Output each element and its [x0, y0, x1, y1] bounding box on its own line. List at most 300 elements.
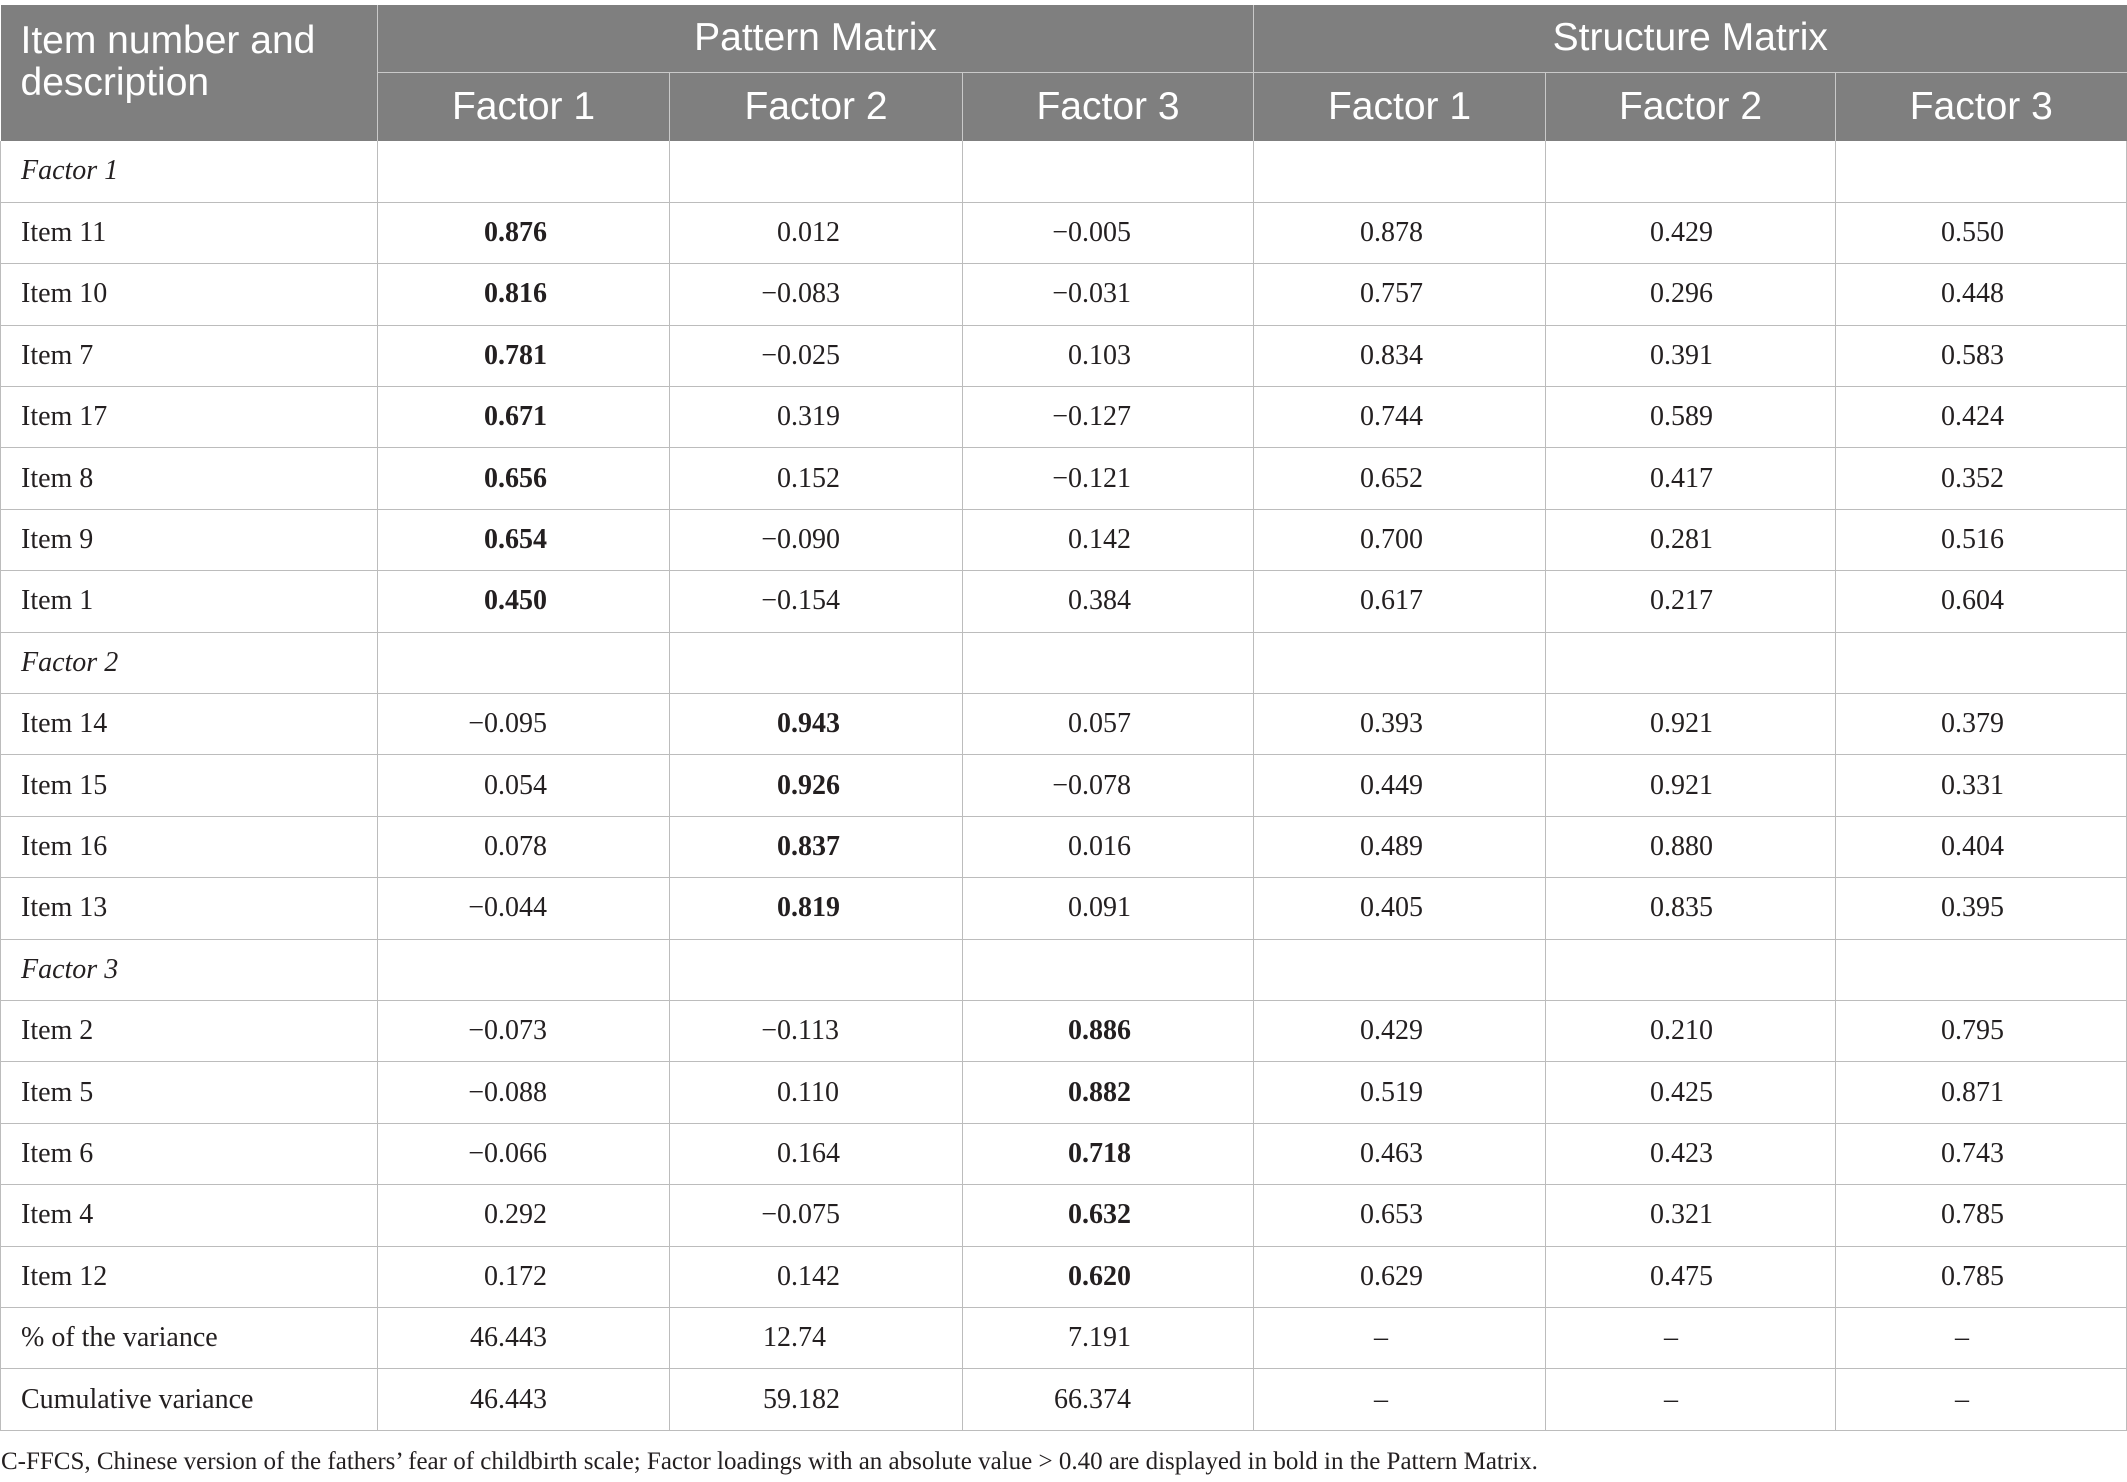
value-integer-part: 0	[1360, 1015, 1374, 1047]
value-integer-part: 0	[1650, 1260, 1664, 1292]
table-row	[1, 1185, 2127, 1246]
item-label: Item 5	[1, 1062, 378, 1123]
value-integer-part: 0	[1360, 339, 1374, 371]
value-integer-part: 0	[484, 462, 498, 494]
value-fraction-part: .405	[1374, 892, 1423, 924]
value-fraction-part: –	[1955, 1383, 1970, 1415]
item-label: Item 17	[1, 387, 378, 448]
pattern-factor-1-value	[378, 325, 670, 386]
value-integer-part: 0	[1360, 1260, 1374, 1292]
value-integer-part: 0	[1650, 524, 1664, 556]
pattern-factor-3-value	[963, 509, 1254, 570]
value-integer-part: 0	[1941, 1260, 1956, 1292]
value-fraction-part: .516	[1955, 524, 2005, 556]
structure-factor-1-value	[1254, 1307, 1546, 1368]
value-fraction-part: .795	[1955, 1015, 2005, 1047]
value-integer-part: 0	[1650, 278, 1664, 310]
value-fraction-part: .319	[791, 401, 840, 433]
value-fraction-part: .475	[1664, 1260, 1713, 1292]
value-integer-part: −0	[761, 585, 791, 617]
empty-cell	[670, 141, 963, 202]
value-fraction-part: .550	[1955, 217, 2005, 249]
header-row-groups	[1, 5, 2127, 72]
value-fraction-part: .391	[1664, 339, 1713, 371]
item-label: Item 8	[1, 448, 378, 509]
value-integer-part: 0	[1360, 769, 1374, 801]
summary-row	[1, 1307, 2127, 1368]
value-integer-part: 0	[777, 217, 791, 249]
pattern-factor-2-value	[670, 387, 963, 448]
pattern-factor-3-value	[963, 387, 1254, 448]
pattern-factor-1-value	[378, 202, 670, 263]
value-integer-part: 0	[777, 401, 791, 433]
value-integer-part: −0	[1052, 401, 1082, 433]
empty-cell	[1546, 632, 1836, 693]
structure-factor-3-value	[1836, 1307, 2127, 1368]
structure-factor-3-value	[1836, 1246, 2127, 1307]
empty-cell	[1546, 141, 1836, 202]
pattern-factor-2-value	[670, 1307, 963, 1368]
structure-factor-3-value	[1836, 202, 2127, 263]
value-fraction-part: .425	[1664, 1076, 1713, 1108]
table-footnote: C-FFCS, Chinese version of the fathers’ fear of childbirth scale; Factor loadings with an absolute value > 0.40 are displayed in bold in the Pattern Matrix.	[1, 1448, 1538, 1475]
value-fraction-part: .044	[498, 892, 547, 924]
pattern-factor-2-value	[670, 755, 963, 816]
empty-cell	[378, 939, 670, 1000]
value-fraction-part: .785	[1955, 1260, 2005, 1292]
pattern-factor-1-value	[378, 694, 670, 755]
value-fraction-part: .331	[1955, 769, 2005, 801]
value-integer-part: 0	[1650, 462, 1664, 494]
item-label: Item 11	[1, 202, 378, 263]
structure-factor-2-value	[1546, 448, 1836, 509]
value-integer-part: 0	[484, 524, 498, 556]
value-integer-part: −0	[468, 708, 498, 740]
value-fraction-part: .448	[1955, 278, 2005, 310]
pattern-factor-1-value	[378, 571, 670, 632]
pattern-factor-3-value	[963, 448, 1254, 509]
table-row	[1, 571, 2127, 632]
empty-cell	[1836, 632, 2127, 693]
value-fraction-part: .395	[1955, 892, 2005, 924]
value-integer-part: 0	[1068, 892, 1082, 924]
value-integer-part: 0	[1941, 1076, 1956, 1108]
value-fraction-part: .653	[1374, 1199, 1423, 1231]
structure-factor-3-value	[1836, 571, 2127, 632]
item-label: Item 16	[1, 816, 378, 877]
value-fraction-part: .449	[1374, 769, 1423, 801]
pattern-factor-2-header: Factor 2	[670, 72, 963, 141]
value-integer-part: 0	[1360, 892, 1374, 924]
value-fraction-part: .075	[791, 1199, 840, 1231]
pattern-factor-1-value	[378, 1123, 670, 1184]
pattern-factor-1-value	[378, 1369, 670, 1430]
value-fraction-part: .113	[791, 1015, 839, 1047]
value-fraction-part: .656	[498, 462, 547, 494]
pattern-factor-2-value	[670, 1185, 963, 1246]
value-fraction-part: .632	[1082, 1199, 1131, 1231]
pattern-factor-2-value	[670, 878, 963, 939]
value-integer-part: 0	[1360, 217, 1374, 249]
value-fraction-part: .926	[791, 769, 840, 801]
value-integer-part: 0	[1360, 1076, 1374, 1108]
pattern-factor-2-value	[670, 325, 963, 386]
structure-factor-3-value	[1836, 1062, 2127, 1123]
value-fraction-part: .152	[791, 462, 840, 494]
structure-factor-3-value	[1836, 878, 2127, 939]
structure-factor-3-value	[1836, 325, 2127, 386]
value-fraction-part: .617	[1374, 585, 1423, 617]
value-integer-part: 0	[484, 278, 498, 310]
pattern-factor-2-value	[670, 1062, 963, 1123]
pattern-factor-3-value	[963, 694, 1254, 755]
value-fraction-part: .182	[791, 1383, 840, 1415]
value-integer-part: 0	[1650, 585, 1664, 617]
structure-factor-2-value	[1546, 1062, 1836, 1123]
value-fraction-part: .066	[498, 1137, 547, 1169]
pattern-factor-1-value	[378, 509, 670, 570]
pattern-factor-2-value	[670, 264, 963, 325]
structure-factor-3-value	[1836, 509, 2127, 570]
pattern-factor-1-value	[378, 755, 670, 816]
item-label: Item 15	[1, 755, 378, 816]
value-fraction-part: .352	[1955, 462, 2005, 494]
pattern-factor-1-value	[378, 264, 670, 325]
item-label: Item 10	[1, 264, 378, 325]
pattern-factor-2-value	[670, 816, 963, 877]
value-fraction-part: .757	[1374, 278, 1423, 310]
table-row	[1, 1123, 2127, 1184]
value-fraction-part: .489	[1374, 830, 1423, 862]
table-row	[1, 878, 2127, 939]
value-integer-part: 0	[1360, 524, 1374, 556]
value-fraction-part: .078	[1082, 769, 1131, 801]
item-label: Item 2	[1, 1000, 378, 1061]
value-integer-part: 12	[763, 1322, 791, 1354]
value-fraction-part: .172	[498, 1260, 547, 1292]
structure-factor-1-value	[1254, 694, 1546, 755]
value-integer-part: 0	[1941, 1199, 1956, 1231]
value-fraction-part: .374	[1082, 1383, 1131, 1415]
value-integer-part: 0	[1068, 830, 1082, 862]
value-integer-part: 0	[484, 1199, 498, 1231]
value-integer-part: 0	[1941, 708, 1956, 740]
table-header	[1, 5, 2127, 141]
value-integer-part: 0	[1941, 217, 1956, 249]
pattern-factor-3-value	[963, 202, 1254, 263]
value-fraction-part: .519	[1374, 1076, 1423, 1108]
value-fraction-part: –	[1664, 1322, 1678, 1354]
pattern-factor-1-value	[378, 1185, 670, 1246]
value-integer-part: 0	[777, 1076, 791, 1108]
value-integer-part: 0	[1941, 462, 1956, 494]
empty-cell	[1836, 939, 2127, 1000]
value-fraction-part: .217	[1664, 585, 1713, 617]
structure-factor-2-value	[1546, 755, 1836, 816]
value-integer-part: 0	[1068, 1260, 1082, 1292]
table-row	[1, 1246, 2127, 1307]
value-fraction-part: .127	[1082, 401, 1131, 433]
pattern-factor-3-value	[963, 571, 1254, 632]
value-integer-part: 0	[1941, 769, 1956, 801]
value-fraction-part: .74	[791, 1322, 826, 1354]
value-integer-part: 0	[1068, 1199, 1082, 1231]
value-fraction-part: .292	[498, 1199, 547, 1231]
value-fraction-part: .743	[1955, 1137, 2005, 1169]
value-integer-part: 0	[777, 892, 791, 924]
structure-factor-2-value	[1546, 878, 1836, 939]
structure-factor-1-value	[1254, 202, 1546, 263]
value-fraction-part: .837	[791, 830, 840, 862]
value-fraction-part: .191	[1082, 1322, 1131, 1354]
value-integer-part: 0	[1941, 278, 1956, 310]
structure-factor-3-value	[1836, 448, 2127, 509]
structure-factor-1-value	[1254, 878, 1546, 939]
table-row	[1, 202, 2127, 263]
value-integer-part: −0	[1052, 217, 1082, 249]
value-integer-part: 0	[1360, 1137, 1374, 1169]
value-fraction-part: .921	[1664, 769, 1713, 801]
value-integer-part: 0	[1068, 585, 1082, 617]
empty-cell	[963, 141, 1254, 202]
item-label: Item 13	[1, 878, 378, 939]
value-integer-part: 0	[1650, 401, 1664, 433]
value-integer-part: 59	[763, 1383, 791, 1415]
value-fraction-part: .876	[498, 217, 547, 249]
value-integer-part: 0	[1068, 1076, 1082, 1108]
structure-factor-3-header: Factor 3	[1836, 72, 2127, 141]
value-integer-part: 0	[777, 1137, 791, 1169]
value-fraction-part: .142	[1082, 524, 1131, 556]
section-row	[1, 939, 2127, 1000]
section-label: Factor 2	[1, 632, 378, 693]
value-fraction-part: –	[1664, 1383, 1678, 1415]
value-integer-part: 0	[777, 830, 791, 862]
structure-factor-2-value	[1546, 1185, 1836, 1246]
table-row	[1, 509, 2127, 570]
table-row	[1, 755, 2127, 816]
value-fraction-part: .012	[791, 217, 840, 249]
structure-factor-1-header: Factor 1	[1254, 72, 1546, 141]
structure-factor-1-value	[1254, 1123, 1546, 1184]
structure-factor-2-value	[1546, 264, 1836, 325]
value-integer-part: 0	[1941, 1015, 1956, 1047]
value-fraction-part: –	[1374, 1383, 1388, 1415]
value-integer-part: 0	[484, 401, 498, 433]
structure-factor-2-value	[1546, 571, 1836, 632]
value-integer-part: 0	[484, 217, 498, 249]
structure-factor-3-value	[1836, 816, 2127, 877]
structure-factor-1-value	[1254, 1246, 1546, 1307]
empty-cell	[1254, 632, 1546, 693]
value-fraction-part: .443	[498, 1322, 547, 1354]
value-integer-part: 0	[1650, 1137, 1664, 1169]
pattern-factor-3-value	[963, 878, 1254, 939]
structure-factor-2-value	[1546, 816, 1836, 877]
value-integer-part: 0	[1650, 769, 1664, 801]
value-fraction-part: .700	[1374, 524, 1423, 556]
item-label: Item 4	[1, 1185, 378, 1246]
structure-factor-1-value	[1254, 448, 1546, 509]
value-integer-part: −0	[1052, 462, 1082, 494]
item-label: Item 12	[1, 1246, 378, 1307]
value-fraction-part: .281	[1664, 524, 1713, 556]
structure-factor-1-value	[1254, 387, 1546, 448]
value-integer-part: −0	[761, 1199, 791, 1231]
value-integer-part: 0	[1941, 585, 1956, 617]
pattern-factor-2-value	[670, 509, 963, 570]
structure-factor-2-value	[1546, 325, 1836, 386]
value-fraction-part: .210	[1664, 1015, 1713, 1047]
value-integer-part: 0	[1650, 708, 1664, 740]
structure-factor-1-value	[1254, 571, 1546, 632]
pattern-factor-3-value	[963, 1123, 1254, 1184]
pattern-factor-1-value	[378, 1000, 670, 1061]
value-integer-part: 0	[484, 585, 498, 617]
empty-cell	[1546, 939, 1836, 1000]
value-integer-part: −0	[468, 1015, 498, 1047]
table-row	[1, 1000, 2127, 1061]
pattern-factor-3-value	[963, 1369, 1254, 1430]
value-fraction-part: .417	[1664, 462, 1713, 494]
value-integer-part: 0	[1360, 278, 1374, 310]
value-fraction-part: .164	[791, 1137, 840, 1169]
pattern-factor-1-value	[378, 1246, 670, 1307]
empty-cell	[378, 632, 670, 693]
value-fraction-part: .379	[1955, 708, 2005, 740]
value-fraction-part: .429	[1374, 1015, 1423, 1047]
value-integer-part: 66	[1054, 1383, 1082, 1415]
value-fraction-part: .088	[498, 1076, 547, 1108]
empty-cell	[1836, 141, 2127, 202]
value-integer-part: 0	[777, 462, 791, 494]
value-fraction-part: .781	[498, 339, 547, 371]
item-label: Item 14	[1, 694, 378, 755]
value-fraction-part: .886	[1082, 1015, 1131, 1047]
value-fraction-part: .921	[1664, 708, 1713, 740]
value-fraction-part: .652	[1374, 462, 1423, 494]
structure-factor-2-header: Factor 2	[1546, 72, 1836, 141]
pattern-factor-2-value	[670, 1123, 963, 1184]
structure-factor-3-value	[1836, 1000, 2127, 1061]
value-integer-part: 0	[1650, 339, 1664, 371]
pattern-factor-1-value	[378, 448, 670, 509]
value-integer-part: 0	[484, 339, 498, 371]
value-integer-part: −0	[761, 278, 791, 310]
value-integer-part: 0	[1650, 830, 1664, 862]
value-fraction-part: .424	[1955, 401, 2005, 433]
value-fraction-part: .429	[1664, 217, 1713, 249]
section-label: Factor 3	[1, 939, 378, 1000]
value-fraction-part: .404	[1955, 830, 2005, 862]
structure-factor-3-value	[1836, 1123, 2127, 1184]
value-fraction-part: .878	[1374, 217, 1423, 249]
structure-factor-3-value	[1836, 755, 2127, 816]
value-fraction-part: .091	[1082, 892, 1131, 924]
value-integer-part: 0	[1360, 401, 1374, 433]
structure-matrix-header: Structure Matrix	[1254, 5, 2127, 72]
structure-factor-3-value	[1836, 1369, 2127, 1430]
section-row	[1, 141, 2127, 202]
value-integer-part: 0	[1360, 585, 1374, 617]
item-label: Item 6	[1, 1123, 378, 1184]
value-fraction-part: .121	[1082, 462, 1131, 494]
pattern-factor-1-value	[378, 387, 670, 448]
value-integer-part: 0	[1068, 339, 1082, 371]
value-integer-part: 0	[1941, 1137, 1956, 1169]
pattern-factor-3-value	[963, 264, 1254, 325]
value-integer-part: 0	[1650, 217, 1664, 249]
structure-factor-1-value	[1254, 264, 1546, 325]
structure-factor-2-value	[1546, 1307, 1836, 1368]
value-integer-part: 0	[1941, 339, 1956, 371]
pattern-matrix-header: Pattern Matrix	[378, 5, 1254, 72]
value-integer-part: 0	[1068, 1137, 1082, 1169]
value-integer-part: −0	[761, 524, 791, 556]
value-fraction-part: .423	[1664, 1137, 1713, 1169]
value-integer-part: −0	[1052, 769, 1082, 801]
structure-factor-1-value	[1254, 509, 1546, 570]
row-header: Item number and description	[1, 5, 378, 141]
pattern-factor-3-value	[963, 1000, 1254, 1061]
value-fraction-part: .154	[791, 585, 840, 617]
pattern-factor-1-value	[378, 1307, 670, 1368]
value-fraction-part: .016	[1082, 830, 1131, 862]
value-fraction-part: .583	[1955, 339, 2005, 371]
pattern-factor-2-value	[670, 1246, 963, 1307]
table-row	[1, 816, 2127, 877]
structure-factor-3-value	[1836, 694, 2127, 755]
value-integer-part: 0	[1650, 1015, 1664, 1047]
value-integer-part: 0	[1360, 462, 1374, 494]
value-integer-part: 0	[484, 1260, 498, 1292]
section-row	[1, 632, 2127, 693]
value-fraction-part: .057	[1082, 708, 1131, 740]
pattern-factor-1-value	[378, 816, 670, 877]
value-fraction-part: .463	[1374, 1137, 1423, 1169]
structure-factor-1-value	[1254, 755, 1546, 816]
value-integer-part: 0	[777, 769, 791, 801]
pattern-factor-2-value	[670, 1369, 963, 1430]
pattern-factor-3-value	[963, 1185, 1254, 1246]
value-fraction-part: .142	[791, 1260, 840, 1292]
value-integer-part: −0	[1052, 278, 1082, 310]
structure-factor-2-value	[1546, 1246, 1836, 1307]
structure-factor-2-value	[1546, 387, 1836, 448]
structure-factor-2-value	[1546, 1369, 1836, 1430]
structure-factor-1-value	[1254, 1185, 1546, 1246]
value-fraction-part: .718	[1082, 1137, 1131, 1169]
value-fraction-part: .880	[1664, 830, 1713, 862]
value-integer-part: 0	[1941, 892, 1956, 924]
empty-cell	[378, 141, 670, 202]
value-fraction-part: .054	[498, 769, 547, 801]
item-label: Item 1	[1, 571, 378, 632]
value-fraction-part: .629	[1374, 1260, 1423, 1292]
structure-factor-1-value	[1254, 1369, 1546, 1430]
pattern-factor-2-value	[670, 571, 963, 632]
table-row	[1, 325, 2127, 386]
item-label: Item 7	[1, 325, 378, 386]
value-integer-part: 0	[1360, 708, 1374, 740]
pattern-factor-2-value	[670, 1000, 963, 1061]
value-integer-part: 46	[470, 1383, 498, 1415]
pattern-factor-2-value	[670, 694, 963, 755]
pattern-factor-1-value	[378, 878, 670, 939]
value-integer-part: −0	[468, 892, 498, 924]
structure-factor-3-value	[1836, 264, 2127, 325]
value-fraction-part: .083	[791, 278, 840, 310]
